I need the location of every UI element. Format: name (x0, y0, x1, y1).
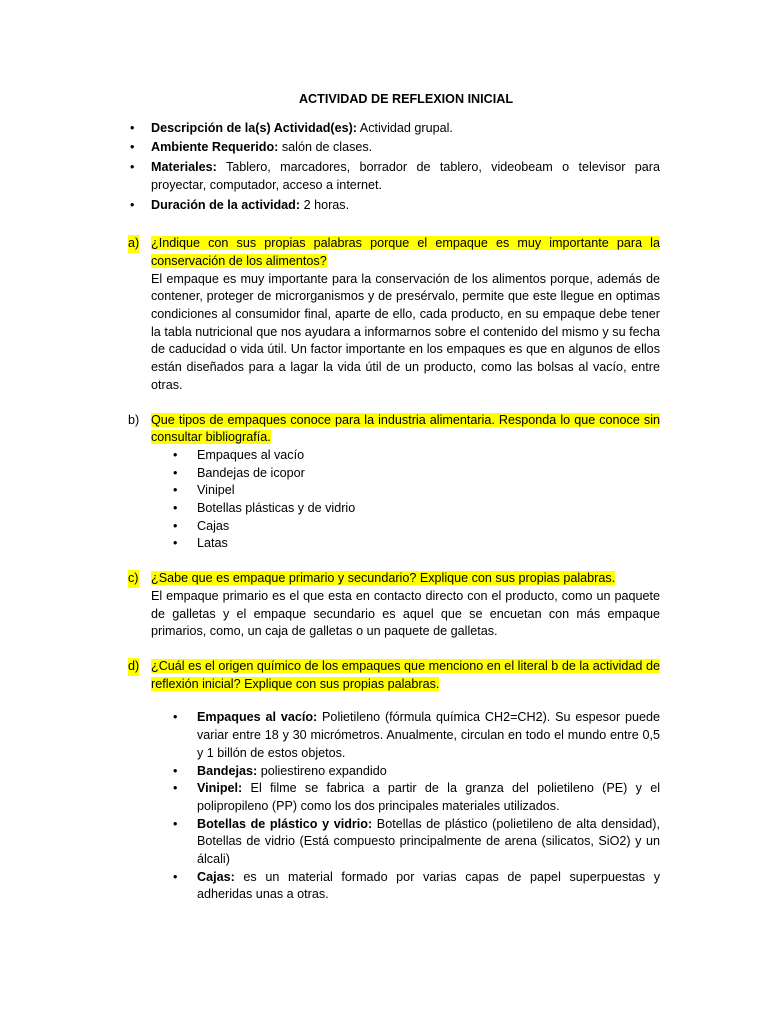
list-item: • Bandejas de icopor (197, 465, 660, 483)
meta-item-materials: • Materiales: Tablero, marcadores, borrador de tablero, videobeam o televisor para proyectar, computador, acceso a internet. (128, 159, 660, 194)
list-item: • Bandejas: poliestireno expandido (197, 763, 660, 781)
question-d (128, 658, 660, 693)
list-item: • Botellas de plástico y vidrio: Botellas de plástico (polietileno de alta densidad), Botellas de vidrio (Está compuesto principalmente de arena (silicatos, SiO2) y un álcali) (197, 816, 660, 869)
question-a (128, 235, 660, 270)
question-marker: c) (128, 570, 139, 588)
meta-item-environment: • Ambiente Requerido: salón de clases. (128, 139, 660, 157)
list-item: • Vinipel (197, 482, 660, 500)
package-types-list (128, 447, 660, 553)
section-b (128, 412, 660, 554)
list-item: • Empaques al vacío (197, 447, 660, 465)
list-item: • Cajas: es un material formado por varias capas de papel superpuestas y adheridas unas a otras. (197, 869, 660, 904)
list-item: • Cajas (197, 518, 660, 536)
activity-meta-list (128, 120, 660, 215)
question-text: ¿Indique con sus propias palabras porque el empaque es muy importante para la conservación de los alimentos? (151, 236, 660, 268)
section-c (128, 570, 660, 641)
question-marker: b) (128, 412, 140, 427)
question-text: ¿Cuál es el origen químico de los empaques que menciono en el literal b de la actividad de reflexión inicial? Explique con sus propias palabras. (151, 658, 660, 691)
section-d (128, 658, 660, 904)
list-item: • Botellas plásticas y de vidrio (197, 500, 660, 518)
question-c (128, 570, 660, 588)
meta-item-duration: • Duración de la actividad: 2 horas. (128, 197, 660, 215)
section-a (128, 235, 660, 394)
answer-a: El empaque es muy importante para la conservación de los alimentos porque, además de contener, proteger de microrganismos y de presérvalo, permite que este llegue en optimas condiciones al consumidor final, aparte de ello, cada producto, en su empaque debe tener la tabla nutricional que nos ayudara a informarnos sobre el contenido del mismo y su fecha de caducidad o vida útil. Un factor importante en los empaques es que en algunos de ellos están diseñados para a lagar la vida útil de un producto, como las bolsas al vacío, entre otras. (151, 271, 660, 392)
meta-item-description: • Descripción de la(s) Actividad(es): Actividad grupal. (128, 120, 660, 138)
question-text: Que tipos de empaques conoce para la industria alimentaria. Responda lo que conoce sin consultar bibliografía. (151, 412, 660, 445)
question-text: ¿Sabe que es empaque primario y secundario? Explique con sus propias palabras. (151, 571, 616, 586)
chemical-origin-list (128, 709, 660, 904)
list-item: • Vinipel: El filme se fabrica a partir de la granza del polietileno (PE) y el polipropileno (PP) como los dos principales materiales utilizados. (197, 780, 660, 815)
list-item: • Empaques al vacío: Polietileno (fórmula química CH2=CH2). Su espesor puede variar entre 18 y 30 micrómetros. Anualmente, circulan en todo el mundo entre 0,5 y 1 billón de estos objetos. (197, 709, 660, 762)
document-title: ACTIVIDAD DE REFLEXION INICIAL (298, 92, 514, 106)
list-item: • Latas (197, 535, 660, 553)
question-marker: a) (128, 235, 139, 253)
answer-c: El empaque primario es el que esta en contacto directo con el producto, como un paquete de galletas y el empaque secundario es aquel que se encuetan con más empaque primarios, como, un caja de galletas o un paquete de galletas. (151, 588, 660, 639)
question-marker: d) (128, 658, 139, 676)
question-b (128, 412, 660, 447)
